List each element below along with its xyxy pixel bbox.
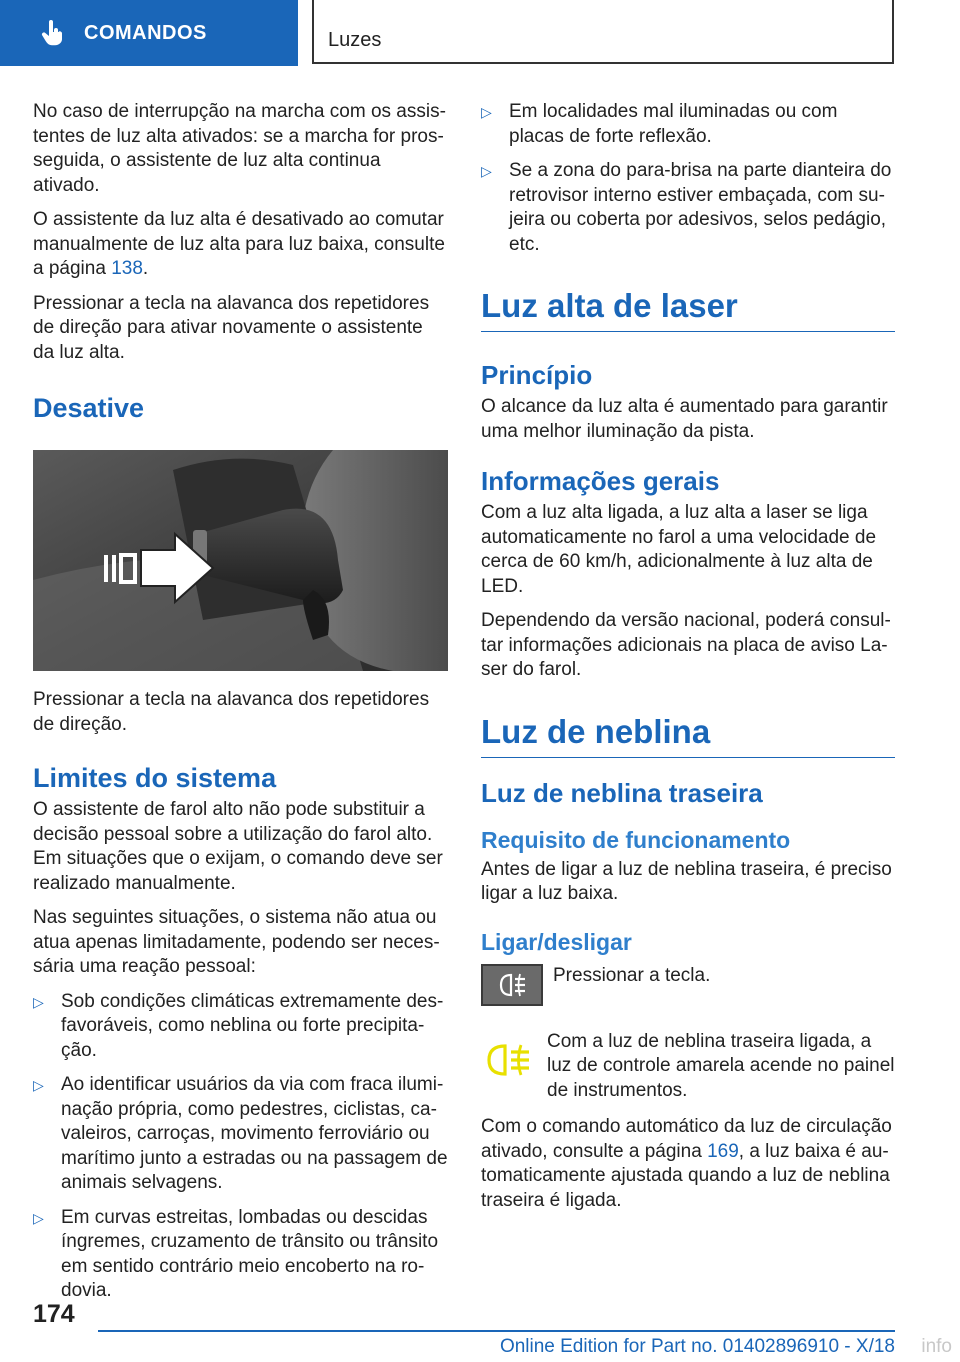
list-item: ▷ Em localidades mal iluminadas ou com placas de forte reflexão. xyxy=(481,101,838,147)
press-key-text: Pressionar a tecla. xyxy=(553,964,711,986)
list-item: ▷ Sob condições climáticas extremamente desfavoráveis, como neblina ou forte precipitação. xyxy=(33,990,444,1061)
heading-informacoes-gerais: Informações gerais xyxy=(481,466,720,496)
rear-fog-indicator-row xyxy=(481,1030,895,1104)
indicator-text: Com a luz de neblina traseira ligada, a luz de controle amarela acende no painel de instrumentos. xyxy=(547,1030,895,1101)
section-tab-comandos[interactable] xyxy=(0,0,298,66)
list-item: ▷ Ao identificar usuários da via com fraca iluminação própria, como pedestres, ciclistas, cavaleiros, carroças, movimento ferroviário ou marítimo junto a estradas ou na passagem de animais selvagens. xyxy=(33,1074,448,1193)
heading-luz-de-neblina-traseira: Luz de neblina traseira xyxy=(481,777,763,808)
watermark-text: info xyxy=(921,1336,952,1357)
paragraph: O alcance da luz alta é aumentado para garantir uma melhor iluminação da pista. xyxy=(481,396,888,442)
limitations-list-continued xyxy=(481,100,895,257)
page-link-138[interactable]: 138 xyxy=(111,258,143,279)
paragraph: Com o comando automático da luz de circulação ativado, consulte a página 169, a luz baixa é automaticamente ajustada quando a luz de neblina traseira é ligada. xyxy=(481,1116,892,1211)
paragraph: No caso de interrupção na marcha com os assistentes de luz alta ativados: se a marcha for prosseguida, o assistente de luz alta continua ativado. xyxy=(33,101,446,196)
limitations-list xyxy=(33,990,448,1304)
heading-desative: Desative xyxy=(33,393,145,423)
paragraph: O assistente de farol alto não pode substituir a decisão pessoal sobre a utilização do farol alto. Em situações que o exijam, o comando deve ser realizado manualmente. xyxy=(33,799,443,894)
paragraph: Dependendo da versão nacional, poderá consultar informações adicionais na placa de aviso Laser do farol. xyxy=(481,610,891,680)
rear-fog-light-button-icon[interactable] xyxy=(481,964,543,1006)
edition-text: Online Edition for Part no. 01402896910 - X/18 xyxy=(499,1336,895,1357)
heading-luz-alta-de-laser: Luz alta de laser xyxy=(481,287,895,332)
bullet-triangle-icon: ▷ xyxy=(481,104,492,120)
footer-rule xyxy=(98,1330,895,1332)
bullet-triangle-icon: ▷ xyxy=(33,993,44,1010)
page-link-169[interactable]: 169 xyxy=(707,1140,739,1162)
bullet-triangle-icon: ▷ xyxy=(33,1209,44,1226)
paragraph: Nas seguintes situações, o sistema não atua ou atua apenas limitadamente, podendo ser necessária uma reação pessoal: xyxy=(33,907,440,977)
paragraph: Pressionar a tecla na alavanca dos repetidores de direção para ativar novamente o assistente da luz alta. xyxy=(33,292,430,363)
figure-caption: Pressionar a tecla na alavanca dos repetidores de direção. xyxy=(33,689,430,735)
turn-signal-lever-illustration xyxy=(33,450,448,671)
page-footer xyxy=(0,1300,960,1362)
bullet-triangle-icon: ▷ xyxy=(481,163,492,179)
right-column xyxy=(481,100,895,1223)
chapter-tab-label: Luzes xyxy=(328,29,382,51)
paragraph: Com a luz alta ligada, a luz alta a laser se liga automaticamente no farol a uma velocidade de cerca de 60 km/h, adicionalmente à luz alta de LED. xyxy=(481,502,877,597)
heading-requisito-de-funcionamento: Requisito de funcionamento xyxy=(481,826,791,853)
bullet-triangle-icon: ▷ xyxy=(33,1077,44,1093)
heading-principio: Princípio xyxy=(481,360,593,390)
rear-fog-button-row xyxy=(481,964,895,1018)
heading-ligar-desligar: Ligar/desligar xyxy=(481,928,632,955)
list-item: ▷ Se a zona do para-brisa na parte dianteira do retrovisor interno estiver embaçada, com sujeira ou coberta por adesivos, selos pedágio, etc. xyxy=(481,160,892,255)
list-item: ▷ Em curvas estreitas, lombadas ou descidas íngremes, cruzamento de trânsito ou trânsito em sentido contrário meio encoberto na rodovia. xyxy=(33,1206,439,1301)
paragraph: Antes de ligar a luz de neblina traseira, é preciso ligar a luz baixa. xyxy=(481,858,892,904)
heading-limites-do-sistema: Limites do sistema xyxy=(33,763,277,793)
left-column xyxy=(33,100,448,1314)
page-number: 174 xyxy=(33,1300,75,1328)
chapter-tab-luzes[interactable] xyxy=(312,0,894,64)
heading-luz-de-neblina: Luz de neblina xyxy=(481,713,895,758)
rear-fog-indicator-icon xyxy=(481,1040,537,1080)
hand-pointer-icon xyxy=(40,20,66,46)
paragraph: O assistente da luz alta é desativado ao comutar manualmente de luz alta para luz baixa, consulte a página 138. xyxy=(33,209,445,279)
section-tab-label: COMANDOS xyxy=(84,21,207,44)
page-header xyxy=(0,0,960,66)
